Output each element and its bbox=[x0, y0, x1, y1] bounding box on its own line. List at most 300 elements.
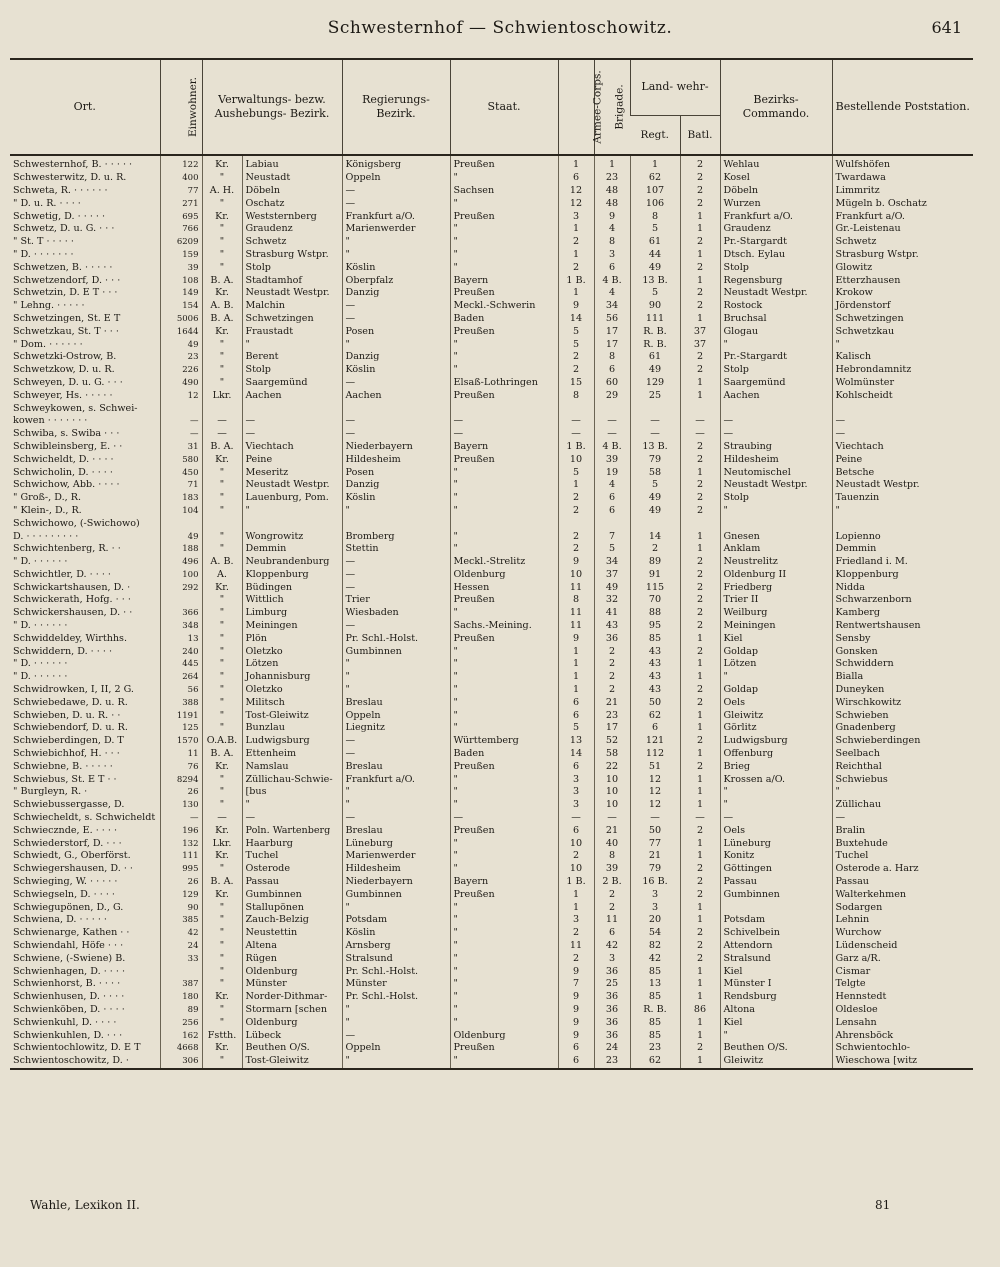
cell-bezirks-commando: Glogau bbox=[720, 325, 832, 338]
cell-armee-corps: 14 bbox=[558, 748, 594, 761]
cell-regierung: — bbox=[342, 197, 450, 210]
cell-einwohner: 5006 bbox=[160, 313, 202, 326]
cell-verwaltung: Viechtach bbox=[242, 441, 342, 454]
cell-ort: Schwienarge, Kathen · · bbox=[13, 927, 130, 939]
table-row bbox=[10, 594, 973, 607]
cell-einwohner: — bbox=[160, 415, 202, 428]
cell-regt bbox=[630, 517, 680, 530]
cell-regierung: Köslin bbox=[342, 261, 450, 274]
cell-batl: 2 bbox=[680, 888, 720, 901]
cell-ort: " Groß-, D., R. bbox=[13, 492, 82, 504]
cell-ort: kowen · · · · · · · bbox=[13, 415, 88, 427]
cell-staat: " bbox=[450, 492, 558, 505]
cell-staat: Baden bbox=[450, 313, 558, 326]
cell-bezirks-commando: Neustrelitz bbox=[720, 556, 832, 569]
cell-regierung: Breslau bbox=[342, 824, 450, 837]
cell-verwaltung-mark: O.A.B. bbox=[202, 735, 242, 748]
table-row bbox=[10, 325, 973, 338]
cell-armee-corps: 14 bbox=[558, 313, 594, 326]
cell-ort: Schwiddeldey, Wirthhs. bbox=[13, 632, 128, 644]
cell-brigade: 60 bbox=[594, 377, 630, 390]
cell-staat: " bbox=[450, 338, 558, 351]
cell-brigade: 21 bbox=[594, 824, 630, 837]
cell-bezirks-commando: Beuthen O/S. bbox=[720, 1042, 832, 1055]
table-row bbox=[10, 402, 973, 415]
cell-armee-corps: 6 bbox=[558, 172, 594, 185]
cell-bezirks-commando: Saargemünd bbox=[720, 377, 832, 390]
cell-regt: 12 bbox=[630, 786, 680, 799]
cell-armee-corps: 1 bbox=[558, 223, 594, 236]
cell-poststation: Glowitz bbox=[832, 261, 973, 274]
cell-poststation: Hebrondamnitz bbox=[832, 364, 973, 377]
cell-bezirks-commando: — bbox=[720, 428, 832, 441]
cell-batl: 2 bbox=[680, 441, 720, 454]
cell-armee-corps: 1 bbox=[558, 249, 594, 262]
cell-batl: 2 bbox=[680, 505, 720, 518]
cell-verwaltung: Rügen bbox=[242, 952, 342, 965]
cell-regierung: — bbox=[342, 300, 450, 313]
cell-staat: " bbox=[450, 1004, 558, 1017]
cell-brigade: 6 bbox=[594, 261, 630, 274]
table-row bbox=[10, 569, 973, 582]
cell-verwaltung-mark: B. A. bbox=[202, 748, 242, 761]
cell-einwohner: 104 bbox=[160, 505, 202, 518]
cell-verwaltung-mark: " bbox=[202, 594, 242, 607]
cell-brigade: 8 bbox=[594, 351, 630, 364]
cell-regierung: — bbox=[342, 812, 450, 825]
cell-poststation: Kloppenburg bbox=[832, 569, 973, 582]
cell-bezirks-commando: Oels bbox=[720, 824, 832, 837]
cell-verwaltung: Gumbinnen bbox=[242, 888, 342, 901]
cell-brigade: 36 bbox=[594, 991, 630, 1004]
cell-brigade: 40 bbox=[594, 837, 630, 850]
cell-regierung: — bbox=[342, 748, 450, 761]
cell-verwaltung: Haarburg bbox=[242, 837, 342, 850]
cell-regierung: Gumbinnen bbox=[342, 888, 450, 901]
cell-brigade: 36 bbox=[594, 632, 630, 645]
cell-staat: Bayern bbox=[450, 441, 558, 454]
cell-regt: 2 bbox=[630, 543, 680, 556]
cell-verwaltung-mark: " bbox=[202, 940, 242, 953]
cell-brigade: 22 bbox=[594, 760, 630, 773]
table-row bbox=[10, 748, 973, 761]
cell-regt: R. B. bbox=[630, 325, 680, 338]
cell-batl: 1 bbox=[680, 1055, 720, 1068]
cell-brigade: 17 bbox=[594, 325, 630, 338]
table-row bbox=[10, 799, 973, 812]
table-row bbox=[10, 364, 973, 377]
header-landwehr: Land- wehr- bbox=[630, 60, 720, 115]
table-row bbox=[10, 824, 973, 837]
cell-bezirks-commando: Friedberg bbox=[720, 581, 832, 594]
cell-verwaltung-mark: " bbox=[202, 197, 242, 210]
table-row bbox=[10, 338, 973, 351]
cell-bezirks-commando: Offenburg bbox=[720, 748, 832, 761]
cell-staat: " bbox=[450, 172, 558, 185]
cell-bezirks-commando: Stolp bbox=[720, 364, 832, 377]
cell-regt: 13 B. bbox=[630, 274, 680, 287]
cell-ort: Schwienhusen, D. · · · · bbox=[13, 991, 125, 1003]
cell-regt: 129 bbox=[630, 377, 680, 390]
cell-regierung: Stettin bbox=[342, 543, 450, 556]
table-row bbox=[10, 978, 973, 991]
cell-verwaltung-mark: Kr. bbox=[202, 824, 242, 837]
page-number: 641 bbox=[931, 18, 962, 37]
cell-regt: 61 bbox=[630, 351, 680, 364]
table-row bbox=[10, 428, 973, 441]
cell-poststation: Etterzhausen bbox=[832, 274, 973, 287]
cell-verwaltung: — bbox=[242, 428, 342, 441]
table-row bbox=[10, 543, 973, 556]
cell-armee-corps: 9 bbox=[558, 300, 594, 313]
cell-verwaltung-mark: Kr. bbox=[202, 888, 242, 901]
cell-ort: Schwieben, D. u. R. · · bbox=[13, 709, 121, 721]
cell-verwaltung: Oldenburg bbox=[242, 965, 342, 978]
cell-batl bbox=[680, 517, 720, 530]
cell-staat: " bbox=[450, 607, 558, 620]
cell-batl: 1 bbox=[680, 223, 720, 236]
cell-batl: 2 bbox=[680, 556, 720, 569]
table-row bbox=[10, 645, 973, 658]
cell-einwohner: 306 bbox=[160, 1055, 202, 1068]
cell-verwaltung-mark: " bbox=[202, 914, 242, 927]
cell-verwaltung-mark: " bbox=[202, 172, 242, 185]
cell-bezirks-commando: Rendsburg bbox=[720, 991, 832, 1004]
cell-batl: 2 bbox=[680, 696, 720, 709]
cell-einwohner: 108 bbox=[160, 274, 202, 287]
cell-verwaltung-mark: — bbox=[202, 812, 242, 825]
table-row bbox=[10, 415, 973, 428]
cell-einwohner: 26 bbox=[160, 786, 202, 799]
cell-verwaltung: Labiau bbox=[242, 155, 342, 172]
cell-regierung: " bbox=[342, 684, 450, 697]
table-row bbox=[10, 914, 973, 927]
table-row bbox=[10, 261, 973, 274]
cell-poststation: Schwetzkau bbox=[832, 325, 973, 338]
cell-regt: — bbox=[630, 415, 680, 428]
cell-poststation: Schwetzingen bbox=[832, 313, 973, 326]
cell-verwaltung-mark: " bbox=[202, 492, 242, 505]
cell-batl: 2 bbox=[680, 197, 720, 210]
cell-verwaltung-mark: " bbox=[202, 927, 242, 940]
cell-regierung: Oppeln bbox=[342, 709, 450, 722]
cell-ort: Schwienhorst, B. · · · · bbox=[13, 978, 121, 990]
table-row bbox=[10, 620, 973, 633]
table-row bbox=[10, 556, 973, 569]
cell-einwohner: 348 bbox=[160, 620, 202, 633]
cell-armee-corps: 8 bbox=[558, 594, 594, 607]
cell-brigade: 17 bbox=[594, 338, 630, 351]
header-verwaltung: Verwaltungs- bezw. Aushebungs- Bezirk. bbox=[202, 60, 342, 155]
cell-armee-corps: 12 bbox=[558, 197, 594, 210]
cell-bezirks-commando: Konitz bbox=[720, 850, 832, 863]
cell-verwaltung: Beuthen O/S. bbox=[242, 1042, 342, 1055]
cell-brigade bbox=[594, 402, 630, 415]
cell-batl: 1 bbox=[680, 1029, 720, 1042]
cell-einwohner: 76 bbox=[160, 760, 202, 773]
header-staat: Staat. bbox=[450, 60, 558, 155]
cell-einwohner: 33 bbox=[160, 952, 202, 965]
cell-regierung bbox=[342, 517, 450, 530]
cell-ort: " Burgleyn, R. · bbox=[13, 786, 88, 798]
cell-staat: " bbox=[450, 530, 558, 543]
cell-regierung: — bbox=[342, 415, 450, 428]
cell-staat: " bbox=[450, 901, 558, 914]
cell-verwaltung: Schwetz bbox=[242, 236, 342, 249]
cell-staat: " bbox=[450, 709, 558, 722]
gazetteer-table bbox=[10, 58, 973, 1070]
cell-verwaltung: Wittlich bbox=[242, 594, 342, 607]
cell-brigade: 36 bbox=[594, 1029, 630, 1042]
cell-staat: " bbox=[450, 978, 558, 991]
cell-poststation: Walterkehmen bbox=[832, 888, 973, 901]
cell-regt: 5 bbox=[630, 287, 680, 300]
cell-verwaltung: Berent bbox=[242, 351, 342, 364]
cell-regt: — bbox=[630, 428, 680, 441]
cell-bezirks-commando: Straubing bbox=[720, 441, 832, 454]
table-row bbox=[10, 760, 973, 773]
cell-regt: 85 bbox=[630, 1029, 680, 1042]
cell-brigade: 36 bbox=[594, 1004, 630, 1017]
cell-brigade: 8 bbox=[594, 850, 630, 863]
cell-staat: Preußen bbox=[450, 325, 558, 338]
cell-bezirks-commando: Wurzen bbox=[720, 197, 832, 210]
cell-einwohner: 13 bbox=[160, 632, 202, 645]
cell-regt: 16 B. bbox=[630, 876, 680, 889]
cell-einwohner: 23 bbox=[160, 351, 202, 364]
table-row bbox=[10, 850, 973, 863]
cell-regierung: Marienwerder bbox=[342, 223, 450, 236]
cell-brigade: 23 bbox=[594, 709, 630, 722]
cell-ort: Schwetzen, B. · · · · · bbox=[13, 261, 113, 273]
cell-einwohner: 100 bbox=[160, 569, 202, 582]
cell-einwohner: 366 bbox=[160, 607, 202, 620]
cell-brigade: — bbox=[594, 415, 630, 428]
cell-staat: " bbox=[450, 722, 558, 735]
cell-armee-corps: — bbox=[558, 812, 594, 825]
cell-staat: " bbox=[450, 1016, 558, 1029]
cell-ort: Schwiene, (-Swiene) B. bbox=[13, 952, 126, 964]
cell-regt: 5 bbox=[630, 479, 680, 492]
cell-batl: 2 bbox=[680, 287, 720, 300]
cell-poststation: Gonsken bbox=[832, 645, 973, 658]
cell-armee-corps: 3 bbox=[558, 210, 594, 223]
cell-verwaltung: Schwetzingen bbox=[242, 313, 342, 326]
cell-einwohner: 4668 bbox=[160, 1042, 202, 1055]
table-row bbox=[10, 351, 973, 364]
table-row bbox=[10, 313, 973, 326]
cell-regierung: Liegnitz bbox=[342, 722, 450, 735]
cell-staat: " bbox=[450, 364, 558, 377]
cell-einwohner: 1644 bbox=[160, 325, 202, 338]
cell-einwohner: 39 bbox=[160, 261, 202, 274]
table-row bbox=[10, 1016, 973, 1029]
cell-batl: 1 bbox=[680, 671, 720, 684]
cell-regierung: Aachen bbox=[342, 389, 450, 402]
cell-verwaltung-mark: " bbox=[202, 338, 242, 351]
cell-verwaltung: Fraustadt bbox=[242, 325, 342, 338]
cell-einwohner: 122 bbox=[160, 155, 202, 172]
cell-poststation: Passau bbox=[832, 876, 973, 889]
cell-staat: " bbox=[450, 952, 558, 965]
cell-bezirks-commando: Dtsch. Eylau bbox=[720, 249, 832, 262]
cell-brigade: 24 bbox=[594, 1042, 630, 1055]
cell-einwohner: 49 bbox=[160, 530, 202, 543]
cell-verwaltung-mark: " bbox=[202, 786, 242, 799]
cell-verwaltung-mark: " bbox=[202, 952, 242, 965]
cell-staat: " bbox=[450, 671, 558, 684]
cell-staat: " bbox=[450, 914, 558, 927]
cell-batl: 2 bbox=[680, 300, 720, 313]
table-row bbox=[10, 901, 973, 914]
cell-bezirks-commando: Kiel bbox=[720, 1016, 832, 1029]
cell-regierung: Marienwerder bbox=[342, 850, 450, 863]
cell-armee-corps: 9 bbox=[558, 965, 594, 978]
cell-ort: Schwiedt, G., Oberförst. bbox=[13, 850, 131, 862]
cell-ort: Schwiebussergasse, D. bbox=[13, 799, 125, 811]
cell-bezirks-commando: Lötzen bbox=[720, 658, 832, 671]
cell-einwohner: 129 bbox=[160, 888, 202, 901]
cell-batl: 1 bbox=[680, 799, 720, 812]
cell-ort: " D. · · · · · · bbox=[13, 658, 68, 670]
cell-ort: Schwichowo, (-Swichowo) bbox=[13, 517, 140, 529]
cell-einwohner: 264 bbox=[160, 671, 202, 684]
cell-einwohner: 188 bbox=[160, 543, 202, 556]
cell-ort: Schwicheldt, D. · · · · bbox=[13, 453, 114, 465]
cell-poststation: Lüdenscheid bbox=[832, 940, 973, 953]
cell-einwohner: 1191 bbox=[160, 709, 202, 722]
cell-einwohner: 154 bbox=[160, 300, 202, 313]
cell-brigade: 29 bbox=[594, 389, 630, 402]
cell-einwohner: 26 bbox=[160, 876, 202, 889]
cell-verwaltung-mark: " bbox=[202, 1004, 242, 1017]
cell-ort: Schweyen, D. u. G. · · · bbox=[13, 376, 123, 388]
cell-staat: " bbox=[450, 837, 558, 850]
cell-brigade: — bbox=[594, 428, 630, 441]
cell-einwohner: 49 bbox=[160, 338, 202, 351]
cell-staat: " bbox=[450, 850, 558, 863]
cell-regierung: " bbox=[342, 338, 450, 351]
cell-staat: " bbox=[450, 466, 558, 479]
cell-verwaltung-mark: — bbox=[202, 428, 242, 441]
cell-verwaltung: Kloppenburg bbox=[242, 569, 342, 582]
cell-bezirks-commando: Pr.-Stargardt bbox=[720, 236, 832, 249]
cell-regierung: Bromberg bbox=[342, 530, 450, 543]
cell-regierung: Potsdam bbox=[342, 914, 450, 927]
cell-regt: 85 bbox=[630, 632, 680, 645]
table-row bbox=[10, 735, 973, 748]
cell-armee-corps: 11 bbox=[558, 607, 594, 620]
cell-ort: Schwetzingen, St. E T bbox=[13, 312, 121, 324]
cell-einwohner: — bbox=[160, 812, 202, 825]
cell-bezirks-commando: Regensburg bbox=[720, 274, 832, 287]
cell-brigade: 11 bbox=[594, 914, 630, 927]
cell-verwaltung: Bunzlau bbox=[242, 722, 342, 735]
cell-armee-corps: 11 bbox=[558, 581, 594, 594]
cell-einwohner: 8294 bbox=[160, 773, 202, 786]
cell-batl: 37 bbox=[680, 338, 720, 351]
cell-verwaltung-mark: " bbox=[202, 505, 242, 518]
cell-armee-corps: 2 bbox=[558, 952, 594, 965]
cell-armee-corps: 6 bbox=[558, 709, 594, 722]
cell-poststation: Strasburg Wstpr. bbox=[832, 249, 973, 262]
cell-verwaltung: Passau bbox=[242, 876, 342, 889]
cell-verwaltung: [bus bbox=[242, 786, 342, 799]
cell-brigade: 4 B. bbox=[594, 274, 630, 287]
cell-armee-corps: 9 bbox=[558, 556, 594, 569]
cell-brigade: 9 bbox=[594, 210, 630, 223]
cell-einwohner: 180 bbox=[160, 991, 202, 1004]
cell-staat: Preußen bbox=[450, 888, 558, 901]
cell-ort: Schwickartshausen, D. · bbox=[13, 581, 131, 593]
cell-bezirks-commando: Münster I bbox=[720, 978, 832, 991]
cell-verwaltung: Saargemünd bbox=[242, 377, 342, 390]
cell-einwohner: 292 bbox=[160, 581, 202, 594]
cell-batl: 1 bbox=[680, 748, 720, 761]
cell-brigade: 8 bbox=[594, 236, 630, 249]
cell-regierung: " bbox=[342, 671, 450, 684]
cell-batl: 1 bbox=[680, 991, 720, 1004]
cell-batl: 1 bbox=[680, 709, 720, 722]
cell-einwohner: 42 bbox=[160, 927, 202, 940]
cell-poststation bbox=[832, 517, 973, 530]
cell-regierung: " bbox=[342, 786, 450, 799]
cell-staat: " bbox=[450, 479, 558, 492]
cell-batl: 2 bbox=[680, 952, 720, 965]
cell-batl: 1 bbox=[680, 722, 720, 735]
cell-batl: 2 bbox=[680, 607, 720, 620]
cell-bezirks-commando bbox=[720, 517, 832, 530]
cell-batl: 1 bbox=[680, 210, 720, 223]
cell-brigade: 25 bbox=[594, 978, 630, 991]
cell-poststation: Demmin bbox=[832, 543, 973, 556]
cell-poststation: Schwiebus bbox=[832, 773, 973, 786]
cell-regt: 85 bbox=[630, 965, 680, 978]
cell-ort: " D. · · · · · · bbox=[13, 671, 68, 683]
cell-bezirks-commando: " bbox=[720, 505, 832, 518]
cell-bezirks-commando: Potsdam bbox=[720, 914, 832, 927]
cell-verwaltung: " bbox=[242, 338, 342, 351]
cell-verwaltung-mark: " bbox=[202, 261, 242, 274]
cell-staat: " bbox=[450, 645, 558, 658]
cell-bezirks-commando: Bruchsal bbox=[720, 313, 832, 326]
cell-bezirks-commando: — bbox=[720, 415, 832, 428]
cell-regt: 49 bbox=[630, 492, 680, 505]
cell-einwohner: 400 bbox=[160, 172, 202, 185]
cell-batl: 2 bbox=[680, 479, 720, 492]
cell-poststation: Reichthal bbox=[832, 760, 973, 773]
cell-poststation: Krokow bbox=[832, 287, 973, 300]
cell-batl: 1 bbox=[680, 389, 720, 402]
cell-verwaltung-mark: " bbox=[202, 364, 242, 377]
cell-regt: 82 bbox=[630, 940, 680, 953]
cell-bezirks-commando: Gnesen bbox=[720, 530, 832, 543]
cell-poststation: Schwieben bbox=[832, 709, 973, 722]
cell-regierung: Arnsberg bbox=[342, 940, 450, 953]
cell-regt: 49 bbox=[630, 261, 680, 274]
cell-armee-corps: 1 bbox=[558, 479, 594, 492]
cell-bezirks-commando: Goldap bbox=[720, 645, 832, 658]
cell-bezirks-commando: Kiel bbox=[720, 965, 832, 978]
cell-einwohner: — bbox=[160, 428, 202, 441]
cell-regierung: Trier bbox=[342, 594, 450, 607]
header-armee-corps: Armee-Corps. bbox=[558, 60, 594, 155]
cell-regierung: — bbox=[342, 313, 450, 326]
cell-regierung: — bbox=[342, 569, 450, 582]
cell-verwaltung: Malchin bbox=[242, 300, 342, 313]
cell-poststation: Rentwertshausen bbox=[832, 620, 973, 633]
table-row bbox=[10, 684, 973, 697]
